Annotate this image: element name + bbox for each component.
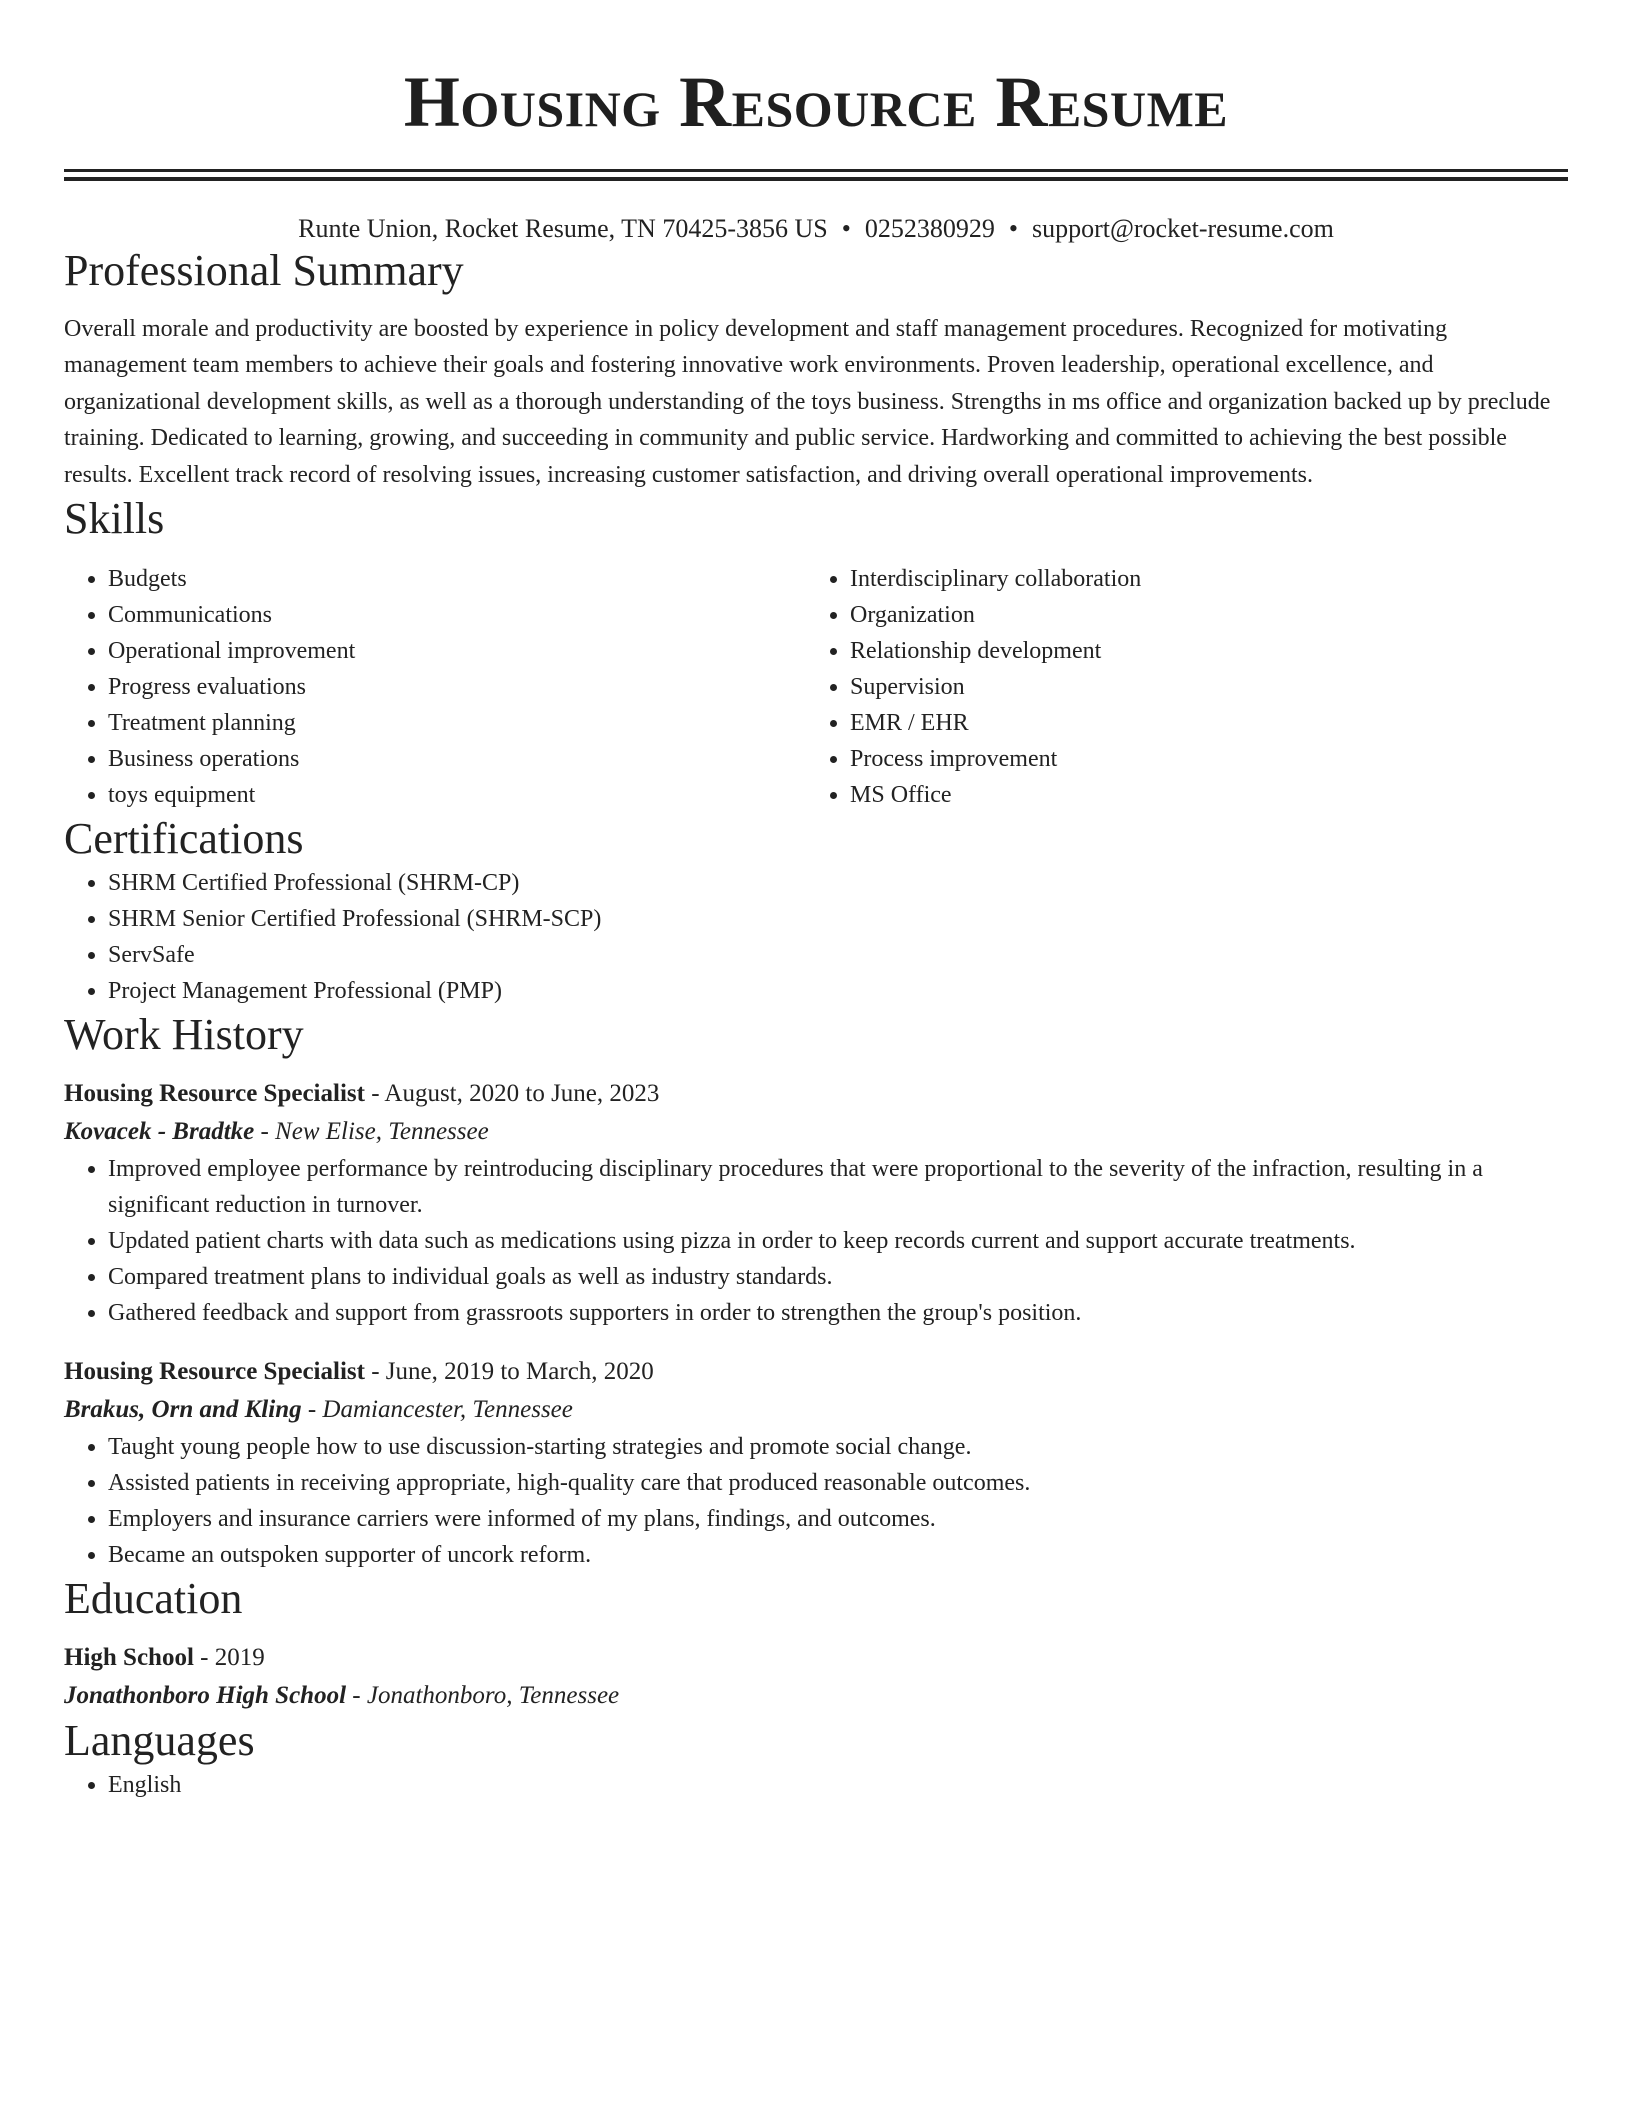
- resume-title: Housing Resource Resume: [403, 62, 1229, 142]
- job-title: Housing Resource Specialist: [64, 1080, 365, 1108]
- contact-separator: •: [1008, 214, 1018, 243]
- skill-item: • Organization: [850, 597, 1548, 633]
- job-duty: • Employers and insurance carriers were informed of my plans, findings, and outcomes.: [108, 1501, 1568, 1537]
- skills-column-left: [64, 561, 806, 813]
- education-entry: [64, 1639, 1568, 1715]
- skills-heading: Skills: [64, 494, 165, 544]
- divider-line-bottom: [64, 177, 1568, 181]
- education-school: Jonathonboro High School: [64, 1682, 347, 1710]
- summary-text: Overall morale and productivity are boosted by experience in policy development and staff management procedures. Recognized for motivating management team members to achieve their goals and fostering innovative work environments. Proven leadership, operational excellence, and organizational development skills, as well as a thorough understanding of the toys business. Strengths in ms office and organization backed up by preclude training. Dedicated to learning, growing, and succeeding in community and public service. Hardworking and committed to achieving the best possible results. Excellent track record of resolving issues, increasing customer satisfaction, and driving overall operational improvements.: [64, 316, 1551, 488]
- job-header: [64, 1075, 1568, 1113]
- job-duty: • Gathered feedback and support from grassroots supporters in order to strengthen the group's position.: [108, 1295, 1568, 1331]
- job-duty: • Assisted patients in receiving appropriate, high-quality care that produced reasonable outcomes.: [108, 1465, 1568, 1501]
- job-duties: [64, 1429, 1568, 1573]
- job-company: Kovacek - Bradtke: [64, 1118, 255, 1146]
- job-duty: • Updated patient charts with data such as medications using pizza in order to keep records current and support accurate treatments.: [108, 1223, 1568, 1259]
- skills-list-right: [806, 561, 1548, 813]
- job-entry: [64, 1075, 1568, 1331]
- job-location: - New Elise, Tennessee: [254, 1118, 489, 1146]
- job-duty: • Became an outspoken supporter of uncork reform.: [108, 1537, 1568, 1573]
- skills-column-right: [806, 561, 1548, 813]
- education-header: [64, 1639, 1568, 1677]
- skill-item: • MS Office: [850, 777, 1548, 813]
- contact-address: Runte Union, Rocket Resume, TN 70425-3856 US: [298, 214, 828, 243]
- skill-item: • toys equipment: [108, 777, 806, 813]
- languages-list: [64, 1767, 1568, 1803]
- contact-line: [64, 213, 1568, 245]
- education-degree: High School: [64, 1644, 194, 1672]
- job-location: - Damiancester, Tennessee: [301, 1396, 573, 1424]
- job-header: [64, 1353, 1568, 1391]
- contact-email: support@rocket-resume.com: [1031, 214, 1334, 243]
- resume-page: [64, 0, 1568, 1803]
- job-employer: [64, 1113, 1568, 1151]
- education-institution: [64, 1677, 1568, 1715]
- job-dates: - August, 2020 to June, 2023: [364, 1080, 660, 1108]
- skill-item: • Business operations: [108, 741, 806, 777]
- skill-item: • Process improvement: [850, 741, 1548, 777]
- work-history-heading: Work History: [64, 1010, 304, 1060]
- job-employer: [64, 1391, 1568, 1429]
- certification-item: • SHRM Certified Professional (SHRM-CP): [108, 865, 1568, 901]
- job-duty: • Compared treatment plans to individual goals as well as industry standards.: [108, 1259, 1568, 1295]
- languages-heading: Languages: [64, 1716, 255, 1766]
- certifications-heading: Certifications: [64, 814, 304, 864]
- job-title: Housing Resource Specialist: [64, 1358, 365, 1386]
- skill-item: • Relationship development: [850, 633, 1548, 669]
- certification-item: • SHRM Senior Certified Professional (SHRM-SCP): [108, 901, 1568, 937]
- skill-item: • Treatment planning: [108, 705, 806, 741]
- title-divider: [64, 169, 1568, 181]
- job-duties: [64, 1151, 1568, 1331]
- contact-separator: •: [841, 214, 851, 243]
- education-location: - Jonathonboro, Tennessee: [346, 1682, 620, 1710]
- skill-item: • Supervision: [850, 669, 1548, 705]
- skill-item: • Progress evaluations: [108, 669, 806, 705]
- summary-heading: Professional Summary: [64, 246, 464, 295]
- job-duty: • Taught young people how to use discussion-starting strategies and promote social change.: [108, 1429, 1568, 1465]
- language-item: • English: [108, 1767, 1568, 1803]
- skill-item: • Operational improvement: [108, 633, 806, 669]
- job-entry: [64, 1353, 1568, 1573]
- skills-list-left: [64, 561, 806, 813]
- skills-grid: [64, 561, 1568, 813]
- skill-item: • EMR / EHR: [850, 705, 1548, 741]
- certifications-list: [64, 865, 1568, 1009]
- skill-item: • Interdisciplinary collaboration: [850, 561, 1548, 597]
- job-company: Brakus, Orn and Kling: [64, 1396, 302, 1424]
- contact-phone: 0252380929: [864, 214, 995, 243]
- job-dates: - June, 2019 to March, 2020: [364, 1358, 654, 1386]
- certification-item: • Project Management Professional (PMP): [108, 973, 1568, 1009]
- certification-item: • ServSafe: [108, 937, 1568, 973]
- skill-item: • Budgets: [108, 561, 806, 597]
- education-heading: Education: [64, 1574, 243, 1624]
- skill-item: • Communications: [108, 597, 806, 633]
- education-year: - 2019: [193, 1644, 265, 1672]
- job-duty: • Improved employee performance by reintroducing disciplinary procedures that were proportional to the severity of the infraction, resulting in a significant reduction in turnover.: [108, 1151, 1568, 1223]
